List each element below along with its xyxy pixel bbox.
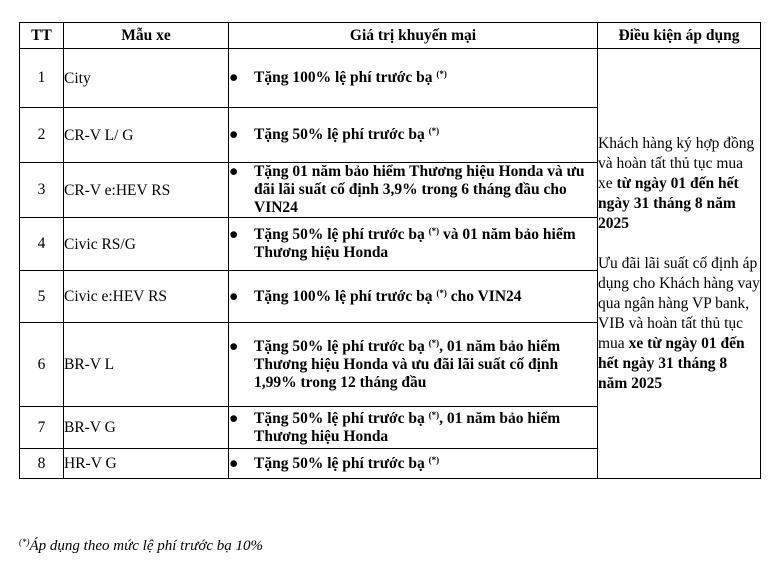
promo-text: Tặng 50% lệ phí trước bạ: [254, 226, 425, 243]
promo-item: [229, 163, 597, 217]
row-number: 4: [20, 218, 64, 271]
promo-text-continued: và 01 năm bảo hiểm Thương hiệu Honda: [254, 226, 576, 261]
promotion-table: [19, 22, 761, 479]
footnote-marker: (*): [436, 287, 447, 298]
promo-cell: [229, 271, 598, 323]
header-model: Mẫu xe: [64, 23, 229, 49]
footnote: [19, 538, 263, 555]
model-name: CR-V e:HEV RS: [64, 163, 229, 218]
row-number: 6: [20, 323, 64, 407]
bullet-icon: ●: [229, 409, 239, 427]
promo-text: Tặng 50% lệ phí trước bạ: [254, 337, 425, 355]
model-name: City: [64, 49, 229, 108]
promo-item: [229, 226, 597, 262]
condition-date-range: từ ngày 01 đến hết ngày 31 tháng 8 năm 2025: [598, 174, 739, 232]
row-number: 3: [20, 163, 64, 218]
promo-item: [229, 69, 597, 87]
promo-cell: [229, 218, 598, 271]
bullet-icon: ●: [229, 337, 239, 355]
header-condition: Điều kiện áp dụng: [598, 23, 761, 49]
promo-item: [229, 126, 597, 144]
promo-item: [229, 338, 597, 392]
promo-text: Tặng 100% lệ phí trước bạ: [254, 287, 433, 305]
promo-cell: [229, 108, 598, 163]
model-name: Civic e:HEV RS: [64, 271, 229, 323]
promo-list: [229, 163, 597, 217]
footnote-marker: (*): [428, 454, 440, 465]
row-number: 5: [20, 271, 64, 323]
promo-item: [229, 410, 597, 446]
condition-date-range: xe từ ngày 01 đến hết ngày 31 tháng 8 năm 2025: [598, 334, 745, 392]
bullet-icon: ●: [229, 163, 239, 180]
model-name: CR-V L/ G: [64, 108, 229, 163]
promo-cell: [229, 323, 598, 407]
promo-text: Tặng 50% lệ phí trước bạ: [254, 126, 425, 143]
promo-list: [229, 69, 597, 87]
condition-paragraph-1: [598, 134, 760, 234]
promo-list: [229, 126, 597, 144]
model-name: HR-V G: [64, 449, 229, 479]
bullet-icon: ●: [229, 454, 239, 472]
promo-cell: [229, 449, 598, 479]
promo-text-continued: cho VIN24: [446, 287, 522, 305]
bullet-icon: ●: [229, 226, 239, 243]
promo-item: [229, 288, 597, 306]
bullet-icon: ●: [229, 69, 239, 86]
condition-paragraph-2: [598, 254, 760, 394]
header-tt: TT: [20, 23, 64, 49]
table-row: [20, 49, 761, 108]
promo-text: Tặng 50% lệ phí trước bạ: [254, 454, 425, 472]
footnote-text: Áp dụng theo mức lệ phí trước bạ 10%: [29, 538, 263, 554]
promo-text-continued: , 01 năm bảo hiểm Thương hiệu Honda: [254, 409, 561, 445]
promo-list: [229, 288, 597, 306]
row-number: 8: [20, 449, 64, 479]
promo-text: Tặng 50% lệ phí trước bạ: [254, 409, 425, 427]
promo-list: [229, 338, 597, 392]
promo-list: [229, 455, 597, 473]
footnote-marker: (*): [19, 537, 30, 547]
model-name: BR-V G: [64, 407, 229, 449]
footnote-marker: (*): [428, 126, 440, 136]
footnote-marker: (*): [428, 409, 440, 420]
promo-cell: [229, 407, 598, 449]
promo-text: Tặng 01 năm bảo hiểm Thương hiệu Honda và ưu đãi lãi suất cố định 3,9% trong 6 tháng đầu cho VIN24: [254, 163, 585, 216]
condition-text: Ưu đãi lãi suất cố định áp dụng cho Khách hàng vay qua ngân hàng VP bank, VIB và hoàn tất thủ tục mua: [598, 254, 760, 352]
condition-text: Khách hàng ký hợp đồng và hoàn tất thủ tục mua xe: [598, 134, 755, 192]
promo-list: [229, 410, 597, 446]
promo-cell: [229, 163, 598, 218]
model-name: BR-V L: [64, 323, 229, 407]
footnote-marker: (*): [436, 69, 447, 79]
promo-text-continued: , 01 năm bảo hiểm Thương hiệu Honda và ưu đãi lãi suất cố định 1,99% trong 12 tháng đầu: [254, 337, 561, 391]
promo-cell: [229, 49, 598, 108]
row-number: 1: [20, 49, 64, 108]
model-name: Civic RS/G: [64, 218, 229, 271]
footnote-marker: (*): [428, 337, 440, 348]
bullet-icon: ●: [229, 287, 239, 305]
promo-text: Tặng 100% lệ phí trước bạ: [254, 69, 433, 86]
row-number: 2: [20, 108, 64, 163]
header-promo-value: Giá trị khuyến mại: [229, 23, 598, 49]
condition-cell: [598, 49, 761, 479]
row-number: 7: [20, 407, 64, 449]
bullet-icon: ●: [229, 126, 239, 143]
promo-list: [229, 226, 597, 262]
footnote-marker: (*): [428, 226, 440, 236]
promo-item: [229, 455, 597, 473]
header-row: [20, 23, 761, 49]
